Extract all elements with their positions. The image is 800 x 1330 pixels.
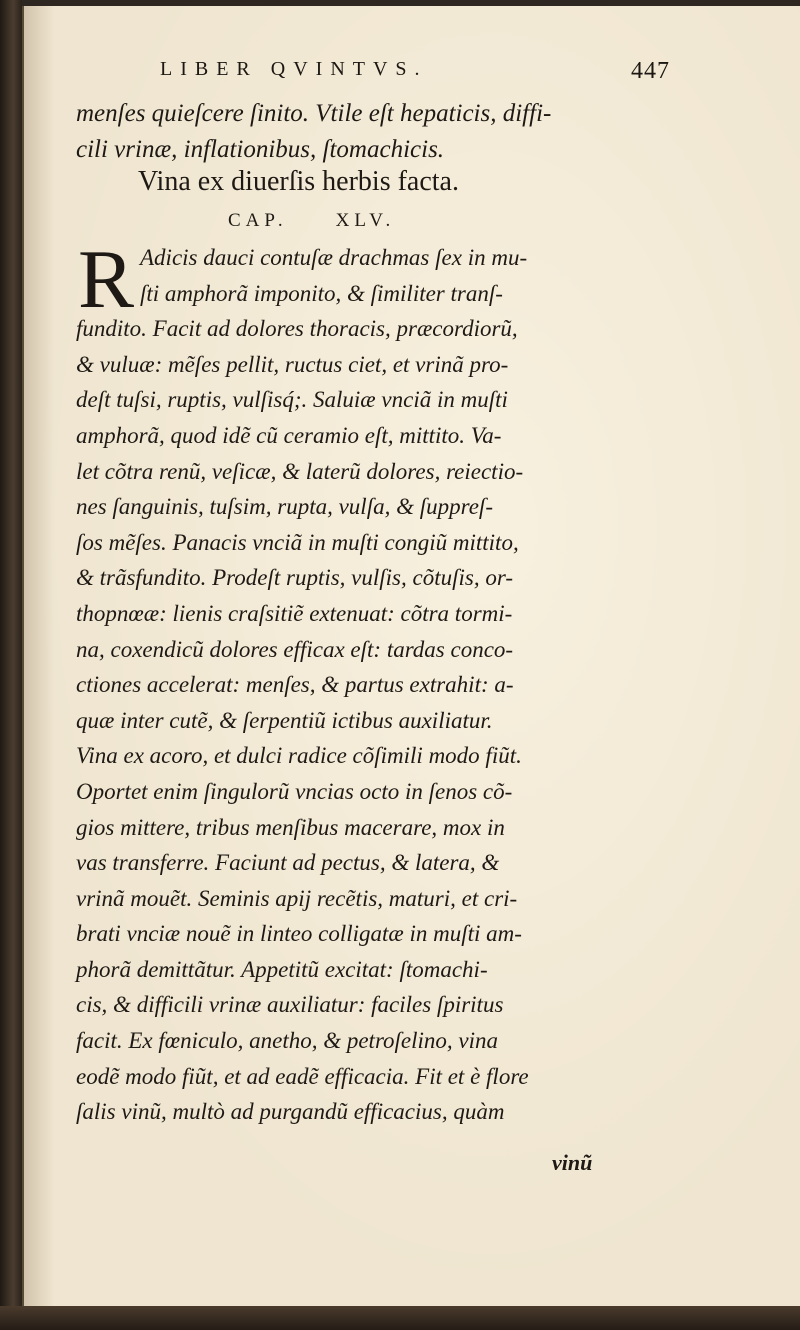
- text-line: quæ inter cutẽ, & ſerpentiũ ictibus auxiliatur.: [76, 707, 493, 733]
- text-line: eodẽ modo fiũt, et ad eadẽ efficacia. Fit et è flore: [76, 1063, 529, 1089]
- text-line: nes ſanguinis, tuſsim, rupta, vulſa, & ſuppreſ-: [76, 494, 493, 520]
- text-line: thopnœæ: lienis craſsitiẽ extenuat: cõtra tormi-: [76, 600, 513, 626]
- text-line: ſos mẽſes. Panacis vnciã in muſti congiũ mittito,: [76, 529, 519, 555]
- text-line: Vina ex acoro, et dulci radice cõſimili modo fiũt.: [76, 743, 522, 769]
- text-line: ſti amphorã imponito, & ſimiliter tranſ-: [140, 280, 503, 306]
- text-line: vas transferre. Faciunt ad pectus, & latera, &: [76, 850, 500, 876]
- text-line: cili vrinæ, inflationibus, ſtomachicis.: [76, 135, 445, 163]
- chapter-number: XLV.: [335, 210, 396, 231]
- text-line: ſalis vinũ, multò ad purgandũ efficacius, quàm: [76, 1099, 505, 1125]
- catchword: vinũ: [552, 1150, 593, 1175]
- intro-text: [76, 96, 636, 167]
- text-line: deſt tuſsi, ruptis, vulſisq́;. Saluiæ vnciã in muſti: [76, 387, 508, 413]
- text-line: & vuluæ: mẽſes pellit, ructus ciet, et vrinã pro-: [76, 351, 509, 377]
- text-line: cis, & difficili vrinæ auxiliatur: faciles ſpiritus: [76, 992, 504, 1018]
- text-line: Adicis dauci contuſæ drachmas ſex in mu-: [140, 245, 528, 270]
- running-title: LIBER QVINTVS.: [160, 58, 428, 80]
- text-line: let cõtra renũ, veſicæ, & laterũ dolores, reiectio-: [76, 458, 524, 484]
- chapter-label: CAP.: [228, 210, 288, 231]
- text-line: brati vnciæ nouẽ in linteo colligatæ in muſti am-: [76, 921, 522, 947]
- text-line: facit. Ex fœniculo, anetho, & petroſelino, vina: [76, 1028, 499, 1054]
- text-line: na, coxendicũ dolores efficax eſt: tardas conco-: [76, 636, 514, 662]
- chapter-heading: [228, 210, 395, 232]
- text-line: fundito. Facit ad dolores thoracis, præcordiorũ,: [76, 316, 518, 342]
- text-line: vrinã mouẽt. Seminis apij recẽtis, maturi, et cri-: [76, 885, 518, 911]
- text-line: menſes quieſcere ſinito. Vtile eſt hepaticis, diffi-: [76, 100, 552, 127]
- page-number: 447: [631, 58, 670, 84]
- page-header: [150, 58, 670, 88]
- body-text: [76, 233, 636, 1130]
- text-line: amphorã, quod idẽ cũ ceramio eſt, mittito. Va-: [76, 422, 502, 448]
- chapter-title: Vina ex diuerſis herbis facta.: [138, 166, 459, 197]
- page-bottom-edge: [0, 1306, 800, 1330]
- text-line: phorã demittãtur. Appetitũ excitat: ſtomachi-: [76, 956, 488, 982]
- drop-cap-initial: R: [78, 233, 135, 326]
- text-line: & trãsfundito. Prodeſt ruptis, vulſis, cõtuſis, or-: [76, 565, 513, 591]
- text-line: ctiones accelerat: menſes, & partus extrahit: a-: [76, 672, 514, 698]
- text-line: Oportet enim ſingulorũ vncias octo in ſenos cõ-: [76, 778, 513, 804]
- text-line: gios mittere, tribus menſibus macerare, mox in: [76, 814, 505, 840]
- book-binding-edge: [0, 0, 22, 1330]
